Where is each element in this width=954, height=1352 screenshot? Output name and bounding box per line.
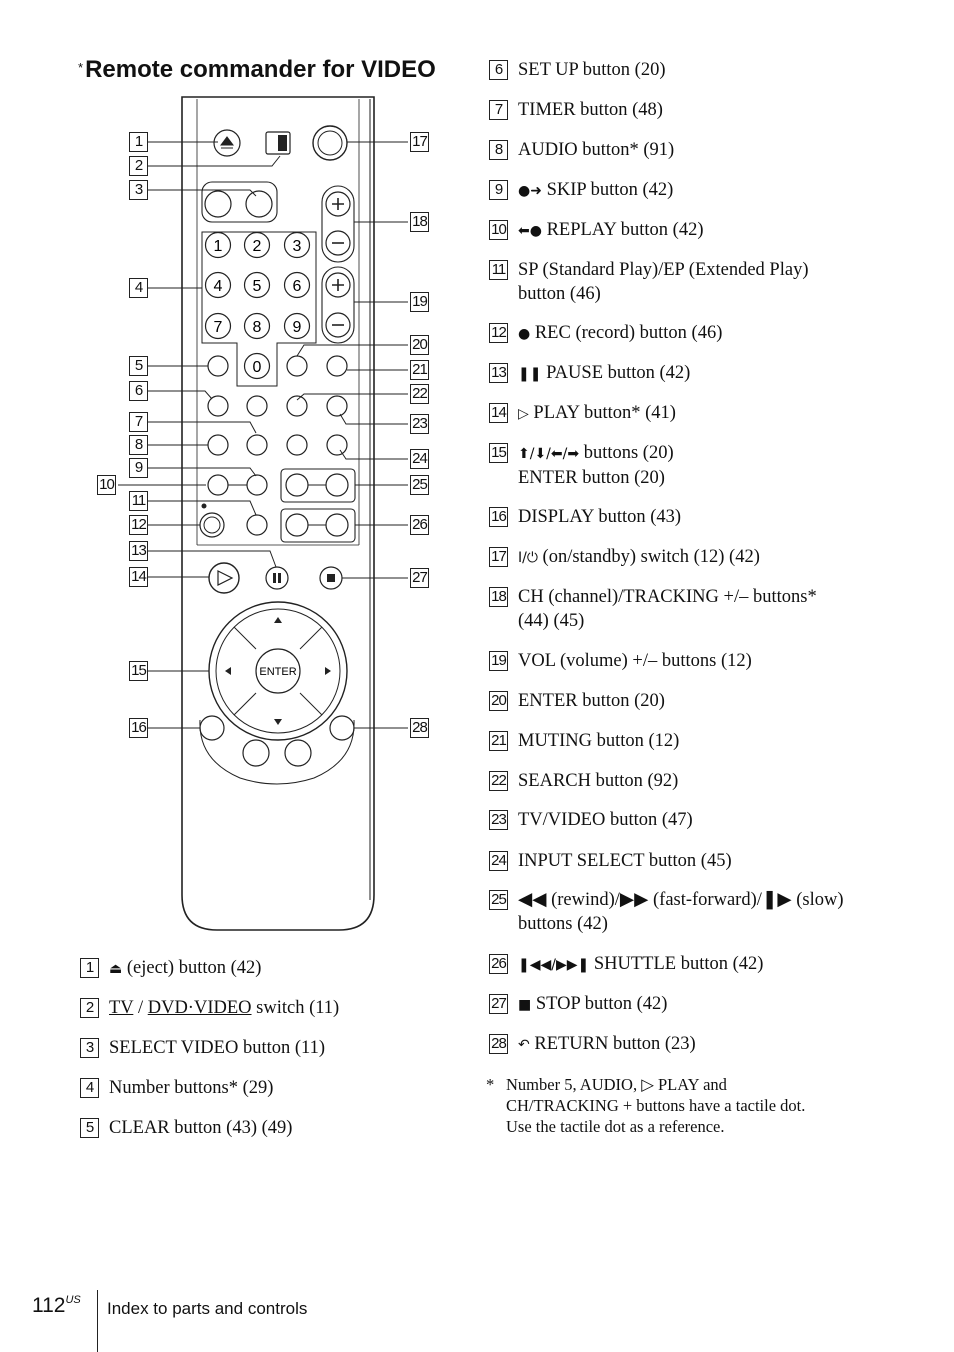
title-asterisk: * <box>78 60 84 75</box>
stop-icon: ■ <box>518 997 532 1013</box>
page-title <box>78 56 436 84</box>
entry-11: 11 SP (Standard Play)/EP (Extended Play) button (46) <box>489 258 808 306</box>
entry-15: 15 ⬆/⬇/⬅/➡ buttons (20) ENTER button (20) <box>489 441 674 490</box>
callout-16: 16 <box>129 718 148 738</box>
callout-14: 14 <box>129 567 148 587</box>
callout-3: 3 <box>129 180 148 200</box>
callout-24: 24 <box>410 449 429 469</box>
key-8: 8 <box>252 319 262 336</box>
replay-icon: ⬅● <box>518 223 542 239</box>
arrows-icon: ⬆/⬇/⬅/➡ <box>518 446 580 462</box>
callout-6: 6 <box>129 381 148 401</box>
key-0: 0 <box>252 359 262 376</box>
callout-13: 13 <box>129 541 148 561</box>
key-3: 3 <box>292 238 302 255</box>
power-icon: I/⏻ <box>518 550 538 566</box>
key-4: 4 <box>213 278 223 295</box>
callout-4: 4 <box>129 278 148 298</box>
footer-divider <box>97 1290 98 1352</box>
entry-17: 17 I/⏻ (on/standby) switch (12) (42) <box>489 545 760 570</box>
callout-25: 25 <box>410 475 429 495</box>
callout-28: 28 <box>410 718 429 738</box>
callout-11: 11 <box>129 491 148 511</box>
key-6: 6 <box>292 278 302 295</box>
title-text: Remote commander for VIDEO <box>85 56 436 83</box>
play-icon: ▷ <box>518 406 529 422</box>
entry-1: 1 ⏏ (eject) button (42) <box>80 956 261 981</box>
callout-22: 22 <box>410 384 429 404</box>
callout-20: 20 <box>410 335 429 355</box>
key-9: 9 <box>292 319 302 336</box>
callout-12: 12 <box>129 515 148 535</box>
entry-26: 26 ❚◀◀/▶▶❚ SHUTTLE button (42) <box>489 952 763 977</box>
entry-16: 16 DISPLAY button (43) <box>489 505 681 529</box>
entry-20: 20 ENTER button (20) <box>489 689 665 713</box>
callout-18: 18 <box>410 212 429 232</box>
callout-21: 21 <box>410 360 429 380</box>
enter-label: ENTER <box>259 666 297 678</box>
footnote: * Number 5, AUDIO, ▷ PLAY and CH/TRACKING + buttons have a tactile dot. Use the tactile dot as a reference. <box>486 1075 806 1136</box>
callout-5: 5 <box>129 356 148 376</box>
section-title: Index to parts and controls <box>107 1299 308 1318</box>
key-2: 2 <box>252 238 262 255</box>
entry-24: 24 INPUT SELECT button (45) <box>489 849 732 873</box>
key-7: 7 <box>213 319 223 336</box>
entry-13: 13 ❚❚ PAUSE button (42) <box>489 361 690 386</box>
page-number: $112^{US}$ <box>32 1294 81 1317</box>
entry-23: 23 TV/VIDEO button (47) <box>489 808 693 832</box>
entry-9: 9 ●➜ SKIP button (42) <box>489 178 673 203</box>
entry-22: 22 SEARCH button (92) <box>489 769 678 793</box>
entry-4: 4 Number buttons* (29) <box>80 1076 273 1100</box>
entry-5: 5 CLEAR button (43) (49) <box>80 1116 292 1140</box>
entry-7: 7 TIMER button (48) <box>489 98 663 122</box>
rec-icon: ● <box>518 326 531 342</box>
callout-27: 27 <box>410 568 429 588</box>
skip-icon: ●➜ <box>518 183 542 199</box>
key-5: 5 <box>252 278 262 295</box>
shuttle-icon: ❚◀◀/▶▶❚ <box>518 957 590 973</box>
entry-12: 12 ● REC (record) button (46) <box>489 321 722 346</box>
return-icon: ↶ <box>518 1037 530 1053</box>
pause-icon: ❚❚ <box>518 366 542 382</box>
callout-8: 8 <box>129 435 148 455</box>
callout-9: 9 <box>129 458 148 478</box>
callout-10: 10 <box>97 475 116 495</box>
callout-1: 1 <box>129 132 148 152</box>
entry-14: 14 ▷ PLAY button* (41) <box>489 401 676 426</box>
entry-18: 18 CH (channel)/TRACKING +/– buttons* (44) (45) <box>489 585 817 633</box>
callout-15: 15 <box>129 661 148 681</box>
entry-2: 2 TV / DVD·VIDEO switch (11) <box>80 996 339 1020</box>
callout-23: 23 <box>410 414 429 434</box>
entry-10: 10 ⬅● REPLAY button (42) <box>489 218 704 243</box>
callout-2: 2 <box>129 156 148 176</box>
entry-27: 27 ■ STOP button (42) <box>489 992 667 1017</box>
callout-17: 17 <box>410 132 429 152</box>
entry-6: 6 SET UP button (20) <box>489 58 666 82</box>
key-1: 1 <box>213 238 223 255</box>
entry-3: 3 SELECT VIDEO button (11) <box>80 1036 325 1060</box>
entry-25: 25 ◀◀ (rewind)/▶▶ (fast-forward)/❚▶ (slow) buttons (42) <box>489 888 844 936</box>
callout-19: 19 <box>410 292 429 312</box>
entry-21: 21 MUTING button (12) <box>489 729 679 753</box>
entry-19: 19 VOL (volume) +/– buttons (12) <box>489 649 752 673</box>
callout-7: 7 <box>129 412 148 432</box>
entry-8: 8 AUDIO button* (91) <box>489 138 674 162</box>
entry-28: 28 ↶ RETURN button (23) <box>489 1032 696 1057</box>
callout-26: 26 <box>410 515 429 535</box>
